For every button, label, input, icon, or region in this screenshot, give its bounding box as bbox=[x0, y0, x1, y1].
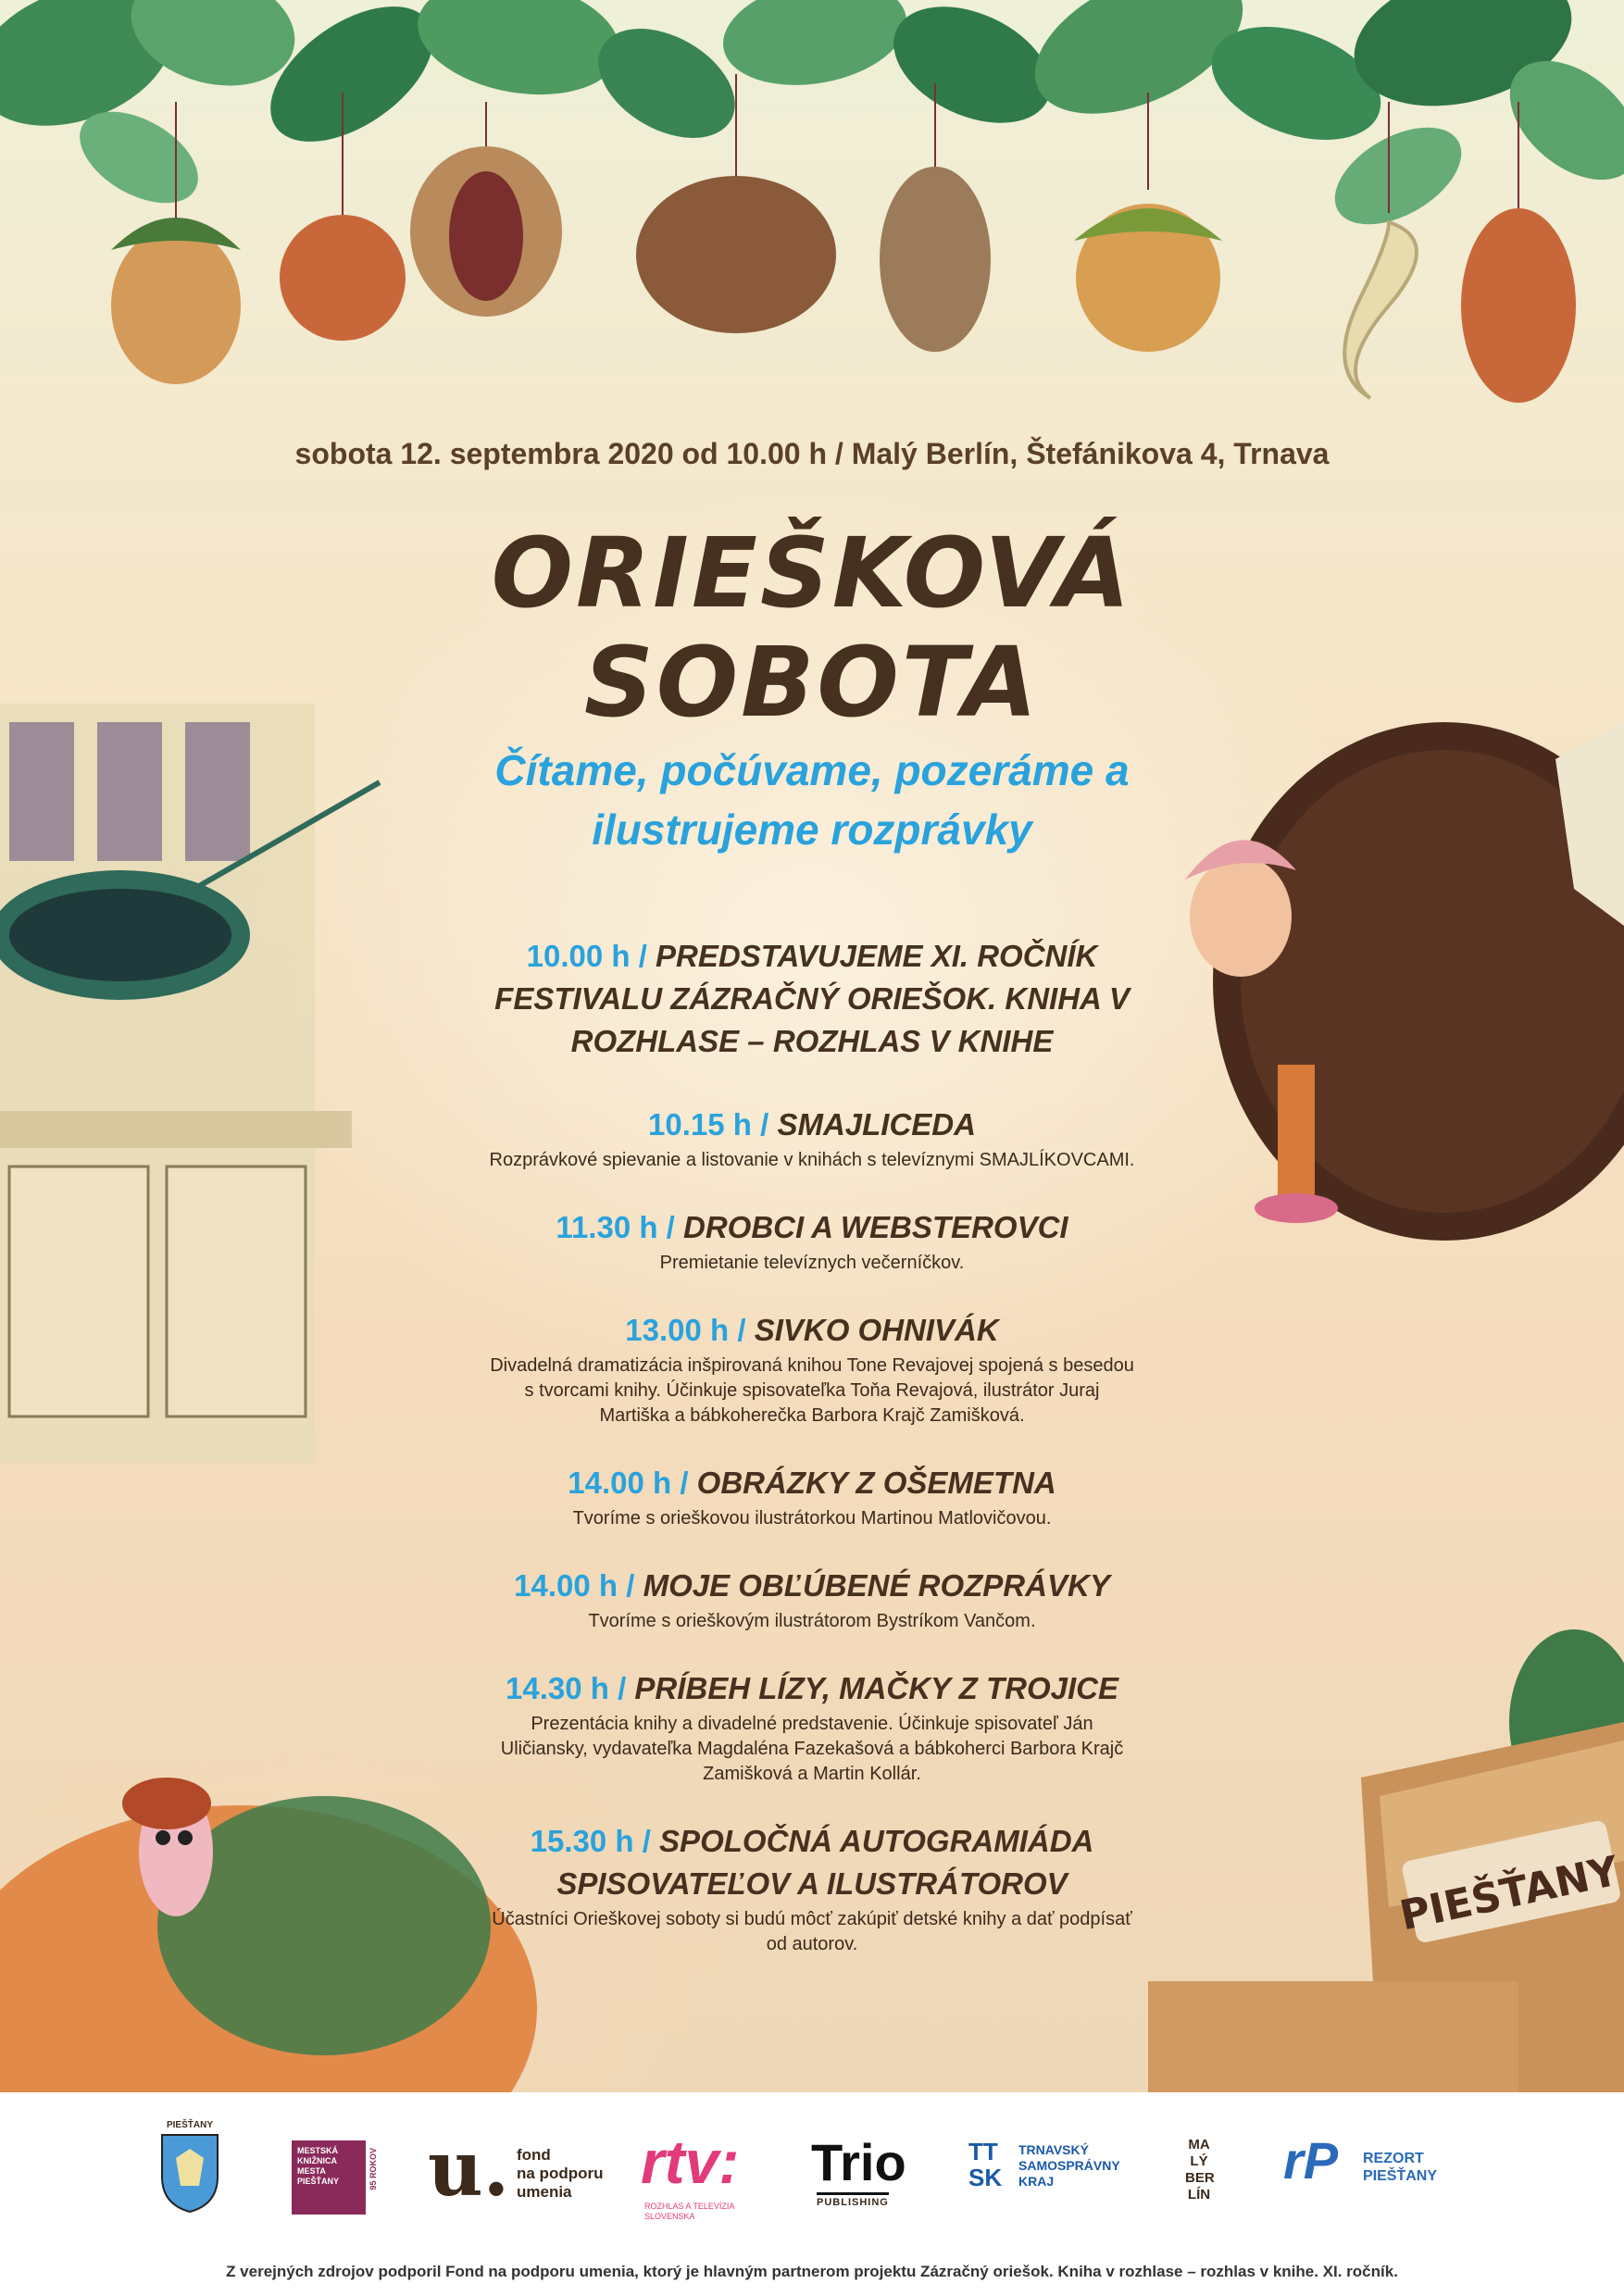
logo-ttsk-mark bbox=[968, 2139, 1002, 2190]
coat-of-arms-icon bbox=[157, 2130, 222, 2214]
program-item bbox=[488, 1462, 1136, 1531]
logo-fpu bbox=[517, 2146, 603, 2202]
logo-trio-sub: PUBLISHING bbox=[817, 2192, 889, 2208]
event-subtitle bbox=[395, 741, 1229, 859]
logo-rtvs-mark: rtv: bbox=[641, 2128, 740, 2196]
program-item-description: Tvoríme s orieškovou ilustrátorkou Martinou Matlovičovou. bbox=[572, 1508, 1052, 1529]
program-item-time: 11.30 h bbox=[556, 1210, 658, 1244]
program-item-time: 10.00 h bbox=[526, 939, 631, 973]
program-item-title: SIVKO OHNIVÁK bbox=[754, 1313, 999, 1347]
program-item bbox=[488, 1820, 1136, 1957]
program-item-description: Účastníci Orieškovej soboty si budú môcť zakúpiť detské knihy a dať podpísať od autorov. bbox=[492, 1909, 1132, 1954]
program-list bbox=[488, 935, 1136, 1990]
program-item-time: 10.15 h bbox=[648, 1107, 752, 1142]
logo-ttsk-text: TRNAVSKÝ bbox=[1018, 2142, 1089, 2157]
program-item-description: Rozprávkové spievanie a listovanie v knihách s televíznymi SMAJLÍKOVCAMI. bbox=[489, 1150, 1135, 1170]
logo-maly-berlin-text: BER bbox=[1185, 2170, 1215, 2186]
cupboard bbox=[0, 704, 380, 1463]
program-item-heading: 14.00 h / MOJE OBĽÚBENÉ ROZPRÁVKY bbox=[514, 1568, 1110, 1603]
logo-kniznica-text: KNIŽNICA bbox=[297, 2156, 337, 2165]
logo-rezort bbox=[1363, 2150, 1437, 2185]
program-item-description: Divadelná dramatizácia inšpirovaná knihou Tone Revajovej spojená s besedou s tvorcami knihy. Účinkuje spisovateľka Toňa Revajová, ilustrátor Juraj Martiška a bábkoherečka Barbora Krajč Zamišková. bbox=[490, 1355, 1134, 1426]
logo-rtvs-text: ROZHLAS A TELEVÍZIA bbox=[644, 2202, 735, 2211]
program-item-heading: 10.00 h / PREDSTAVUJEME XI. ROČNÍK FESTIVALU ZÁZRAČNÝ ORIEŠOK. KNIHA V ROZHLASE – ROZHLAS V KNIHE bbox=[494, 939, 1130, 1058]
logo-kniznica bbox=[292, 2140, 366, 2215]
program-item-heading: 11.30 h / DROBCI A WEBSTEROVCI bbox=[556, 1210, 1068, 1244]
program-item-time: 13.00 h bbox=[625, 1313, 730, 1347]
logo-piestany-text: PIEŠŤANY bbox=[166, 2120, 213, 2130]
logo-kniznica-years: 95 ROKOV bbox=[369, 2148, 378, 2190]
program-item bbox=[488, 1104, 1136, 1173]
subtitle-line-1: Čítame, počúvame, pozeráme a bbox=[494, 746, 1130, 794]
logo-ttsk-text: SAMOSPRÁVNY bbox=[1018, 2158, 1120, 2173]
title-line-1: ORIEŠKOVÁ bbox=[491, 517, 1133, 630]
subtitle-line-2: ilustrujeme rozprávky bbox=[592, 805, 1032, 854]
logo-rezort-mark: rP bbox=[1283, 2131, 1339, 2190]
crate-label: PIEŠŤANY bbox=[1395, 1847, 1623, 1940]
program-item-title: SMAJLICEDA bbox=[777, 1107, 976, 1142]
program-item-title: PREDSTAVUJEME XI. ROČNÍK FESTIVALU ZÁZRAČNÝ ORIEŠOK. KNIHA V ROZHLASE – ROZHLAS V KNIHE bbox=[494, 939, 1130, 1058]
program-item-time: 15.30 h bbox=[530, 1824, 634, 1858]
logo-fpu-mark: u. bbox=[428, 2125, 510, 2214]
footer-credit: Z verejných zdrojov podporil Fond na podporu umenia, ktorý je hlavným partnerom projektu Zázračný oriešok. Kniha v rozhlase – rozhlas v knihe. XI. ročník. bbox=[226, 2263, 1398, 2280]
program-item bbox=[488, 1667, 1136, 1787]
logo-fpu-text: na podporu bbox=[517, 2165, 604, 2182]
logo-fpu-text: fond bbox=[517, 2146, 551, 2164]
program-item-heading: 15.30 h / SPOLOČNÁ AUTOGRAMIÁDA SPISOVATEĽOV A ILUSTRÁTOROV bbox=[530, 1824, 1094, 1901]
program-item-description: Tvoríme s orieškovým ilustrátorom Bystríkom Vančom. bbox=[588, 1611, 1036, 1631]
logo-piestany bbox=[157, 2120, 222, 2218]
logo-fpu-text: umenia bbox=[517, 2183, 572, 2201]
program-item-time: 14.00 h bbox=[514, 1568, 618, 1603]
logo-rezort-text: REZORT bbox=[1363, 2151, 1424, 2166]
program-item-heading: 10.15 h / SMAJLICEDA bbox=[648, 1107, 976, 1142]
program-item-description: Premietanie televíznych večerníčkov. bbox=[659, 1253, 965, 1273]
logo-ttsk-mark-text: SK bbox=[968, 2164, 1003, 2191]
program-item-title: DROBCI A WEBSTEROVCI bbox=[683, 1210, 1068, 1244]
logo-maly-berlin bbox=[1185, 2137, 1213, 2203]
program-item-title: SPOLOČNÁ AUTOGRAMIÁDA SPISOVATEĽOV A ILUSTRÁTOROV bbox=[556, 1824, 1094, 1901]
program-item bbox=[488, 1565, 1136, 1634]
logo-maly-berlin-text: LÍN bbox=[1187, 2187, 1211, 2202]
title-line-2: SOBOTA bbox=[583, 626, 1041, 739]
program-item-heading: 13.00 h / SIVKO OHNIVÁK bbox=[625, 1313, 999, 1347]
hedgehog bbox=[1185, 722, 1624, 1241]
logo-trio-mark: Trio bbox=[811, 2133, 906, 2191]
logo-ttsk bbox=[1018, 2142, 1120, 2190]
program-item-title: PRÍBEH LÍZY, MAČKY Z TROJICE bbox=[634, 1671, 1118, 1705]
pumpkin bbox=[0, 1778, 537, 2092]
program-item-heading: 14.30 h / PRÍBEH LÍZY, MAČKY Z TROJICE bbox=[505, 1671, 1118, 1705]
logo-maly-berlin-text: LÝ bbox=[1190, 2153, 1208, 2169]
logo-rtvs bbox=[644, 2202, 734, 2222]
program-item-time: 14.30 h bbox=[505, 1671, 609, 1705]
program-item bbox=[488, 1206, 1136, 1276]
program-item-time: 14.00 h bbox=[568, 1466, 672, 1500]
program-item bbox=[488, 935, 1136, 1063]
program-item-title: OBRÁZKY Z OŠEMETNA bbox=[696, 1466, 1056, 1500]
logo-kniznica-text: MESTA bbox=[297, 2166, 326, 2176]
crate bbox=[1148, 1629, 1624, 2092]
program-item-description: Prezentácia knihy a divadelné predstavenie. Účinkuje spisovateľ Ján Uličiansky, vydavateľka Magdaléna Fazekašová a bábkoherci Barbora Krajč Zamišková a Martin Kollár. bbox=[500, 1714, 1124, 1784]
logo-ttsk-mark-text: TT bbox=[968, 2138, 998, 2165]
logo-rezort-text: PIEŠŤANY bbox=[1363, 2168, 1438, 2184]
logo-maly-berlin-text: MA bbox=[1188, 2137, 1210, 2152]
program-item bbox=[488, 1309, 1136, 1429]
logo-kniznica-text: MESTSKÁ bbox=[297, 2146, 339, 2155]
logo-ttsk-text: KRAJ bbox=[1018, 2174, 1055, 2189]
logo-rtvs-text: SLOVENSKA bbox=[644, 2212, 695, 2221]
event-dateline: sobota 12. septembra 2020 od 10.00 h / Malý Berlín, Štefánikova 4, Trnava bbox=[294, 437, 1330, 470]
program-item-title: MOJE OBĽÚBENÉ ROZPRÁVKY bbox=[643, 1568, 1110, 1603]
logo-kniznica-text: PIEŠŤANY bbox=[297, 2177, 340, 2186]
event-title bbox=[349, 518, 1275, 737]
program-item-heading: 14.00 h / OBRÁZKY Z OŠEMETNA bbox=[568, 1466, 1056, 1500]
